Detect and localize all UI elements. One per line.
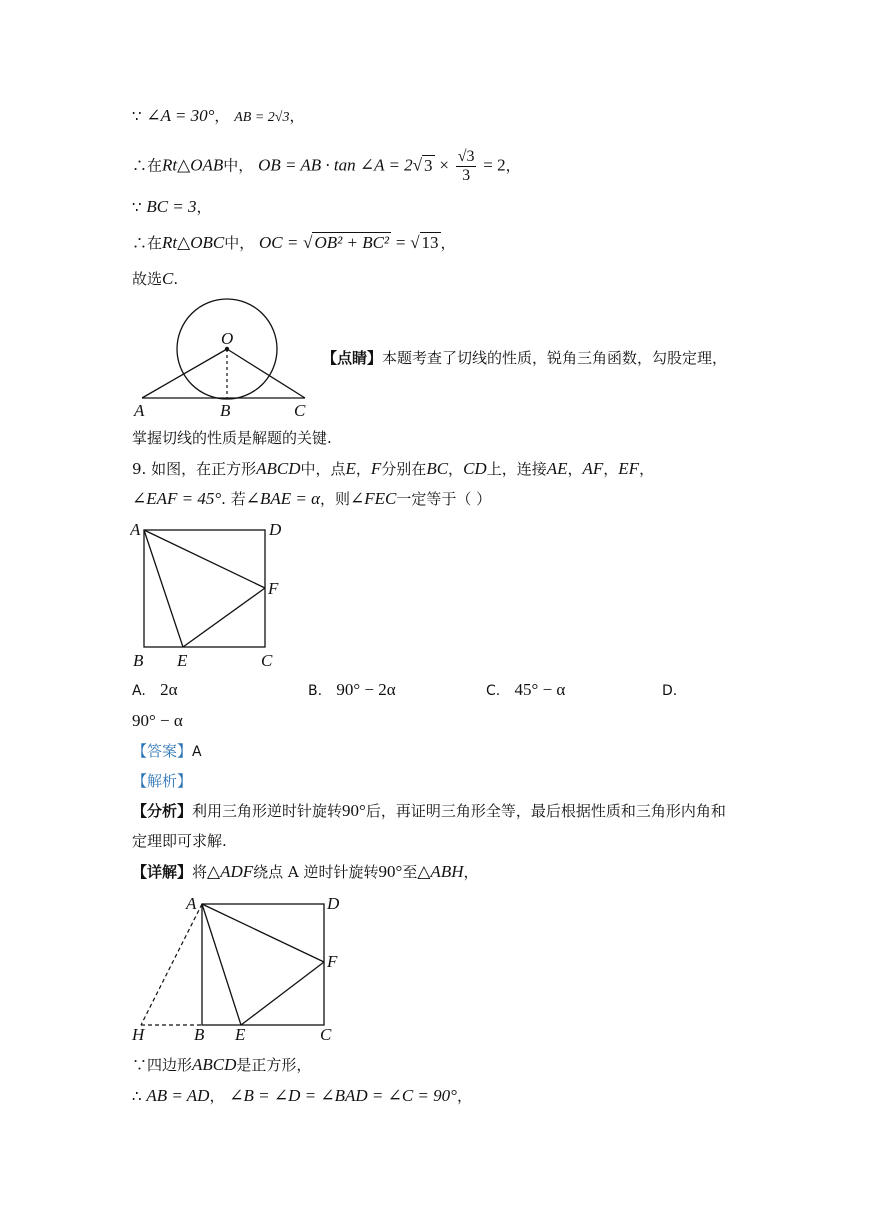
line-oc-calc: ∴在Rt△OBC中， OC = √ OB² + BC² = √ 13 ， — [132, 233, 456, 252]
dianjing-note: 【点睛】本题考查了切线的性质，锐角三角函数，勾股定理， — [322, 349, 728, 367]
xiangjie-line: 【详解】将△ADF绕点 A 逆时针旋转90°至△ABH， — [132, 862, 479, 881]
label-a: A — [134, 401, 145, 420]
question-9-line2: ∠EAF = 45°. 若∠BAE = α，则∠FEC一定等于（ ） — [132, 489, 492, 508]
label-c: C — [294, 401, 306, 420]
angle-a-condition: ∠A = 30° — [146, 106, 215, 125]
segment-ef — [183, 588, 265, 647]
label-c: C — [261, 651, 273, 670]
segment-ae — [202, 904, 241, 1025]
line-key-point: 掌握切线的性质是解题的关键. — [132, 429, 332, 447]
option-d-value: 90° − α — [132, 711, 183, 730]
segment-af — [202, 904, 324, 962]
fenxi-line1: 【分析】利用三角形逆时针旋转90°后，再证明三角形全等，最后根据性质和三角形内角和 — [132, 801, 726, 820]
label-h: H — [132, 1025, 145, 1044]
figure-square-abcd — [130, 516, 290, 672]
analysis-tag: 【解析】 — [132, 772, 193, 790]
label-f: F — [268, 579, 279, 598]
option-a: A. 2α — [132, 680, 178, 699]
label-d: D — [327, 894, 340, 913]
answer-value: A — [192, 744, 202, 760]
square-abcd — [144, 530, 265, 647]
option-c: C. 45° − α — [486, 680, 566, 699]
fraction-sqrt3-over-3: $\frac{√3}{3}$ — [457, 148, 475, 184]
final-line1: ∵四边形ABCD是正方形， — [132, 1055, 312, 1074]
option-d-letter: D. — [662, 683, 678, 699]
dianjing-tag: 【点睛】 — [322, 349, 383, 367]
label-e: E — [177, 651, 188, 670]
label-c: C — [320, 1025, 332, 1044]
fenxi-line2: 定理即可求解. — [132, 832, 227, 850]
option-b: B. 90° − 2α — [308, 680, 396, 699]
segment-oa — [142, 349, 227, 398]
line-choose-c: 故选C. — [132, 269, 179, 288]
figure-rotation — [128, 890, 353, 1046]
label-b: B — [194, 1025, 205, 1044]
label-e: E — [235, 1025, 246, 1044]
question-9-line1: 9. 如图，在正方形ABCD中，点E，F分别在BC，CD上，连接AE，AF，EF， — [132, 459, 655, 478]
figure-circle-tangent — [130, 292, 320, 424]
ob-expression: OB = AB · tan ∠A = 2 — [258, 155, 413, 175]
label-o: O — [221, 329, 234, 348]
options-row — [132, 679, 752, 701]
label-d: D — [269, 520, 282, 539]
because-symbol: ∵ — [132, 107, 142, 125]
label-a: A — [130, 520, 141, 539]
segment-ef — [241, 962, 324, 1025]
square-abcd — [202, 904, 324, 1025]
segment-af — [144, 530, 265, 588]
segment-ae — [144, 530, 183, 647]
segment-oc — [227, 349, 305, 398]
answer-line — [132, 740, 202, 763]
label-a: A — [186, 894, 197, 913]
answer-tag: 【答案】 — [132, 742, 193, 760]
ab-value: AB = 2√3 — [234, 110, 290, 125]
line-bc-given: ∵ BC = 3， — [132, 197, 212, 216]
line-ob-calc: ∴在Rt△OAB中， OB = AB · tan ∠A = 2√ 3 × $\frac{√3}{3}$ = 2， — [132, 148, 521, 184]
segment-ah-dashed — [141, 904, 202, 1025]
label-b: B — [220, 401, 231, 420]
label-f: F — [327, 952, 338, 971]
final-line2: ∴ AB = AD， ∠B = ∠D = ∠BAD = ∠C = 90°， — [132, 1086, 472, 1105]
label-b: B — [133, 651, 144, 670]
line-given-angle: ∵ ∠A = 30°， AB = 2√3， — [132, 106, 305, 125]
